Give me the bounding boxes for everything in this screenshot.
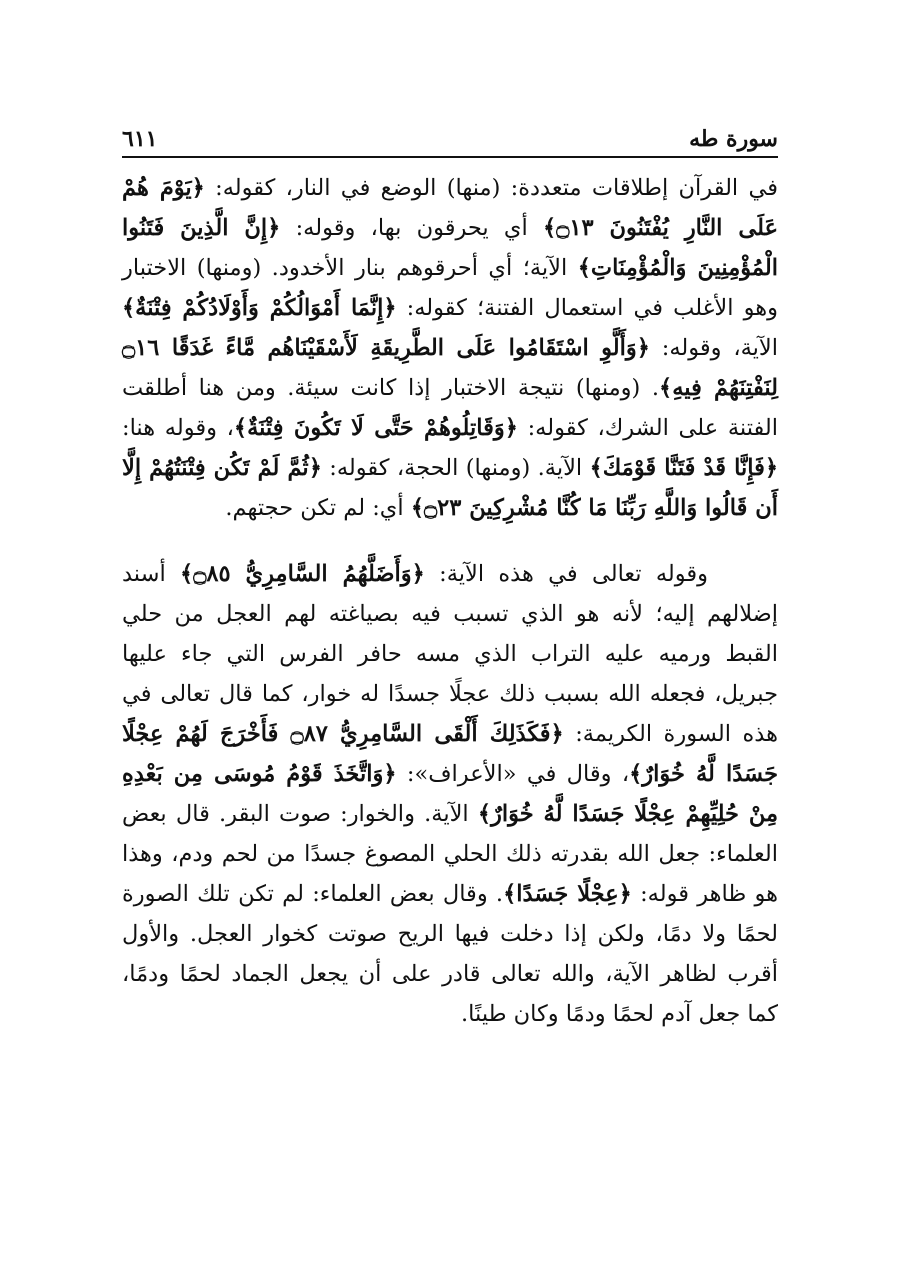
text-segment: الآية؛ أي أحرقوهم بنار الأخدود. (ومنها) الاختبار وهو الأغلب في استعمال الفتنة؛ كقوله: xyxy=(122,255,778,321)
text-segment: ، وقوله هنا: xyxy=(122,415,234,441)
quran-verse: ﴿عِجْلًا جَسَدًا﴾ xyxy=(503,881,632,907)
text-segment: في القرآن إطلاقات متعددة: (منها) الوضع في النار، كقوله: xyxy=(204,175,778,201)
text-segment: الآية. والخوار: صوت البقر. قال بعض العلماء: جعل الله بقدرته ذلك الحلي المصوغ جسدًا من لحم ودم، وهذا هو ظاهر قوله: xyxy=(122,801,779,907)
body-text xyxy=(122,168,778,1034)
text-segment: أسند إضلالهم إليه؛ لأنه هو الذي تسبب فيه بصياغته لهم العجل من حلي القبط ورميه عليه التراب الذي مسه حافر الفرس التي جاء عليها جبريل، فجعله الله بسبب ذلك عجلًا جسدًا له خوار، كما قال تعالى في هذه السورة الكريمة: xyxy=(122,561,778,747)
quran-verse: ﴿إِنَّ الَّذِينَ فَتَنُوا الْمُؤْمِنِينَ وَالْمُؤْمِنَاتِ﴾ xyxy=(122,215,778,281)
surah-title: سورة طه xyxy=(689,126,778,152)
text-segment: وقوله تعالى في هذه الآية: xyxy=(424,561,708,587)
quran-verse: ﴿إِنَّمَا أَمْوَالُكُمْ وَأَوْلَادُكُمْ فِتْنَةٌ﴾ xyxy=(122,295,397,321)
quran-verse: ﴿فَإِنَّا قَدْ فَتَنَّا قَوْمَكَ﴾ xyxy=(589,455,779,481)
text-segment: ، وقال في «الأعراف»: xyxy=(396,761,630,787)
quran-verse: ﴿وَاتَّخَذَ قَوْمُ مُوسَى مِن بَعْدِهِ مِنْ حُلِيِّهِمْ عِجْلًا جَسَدًا لَّهُ خُوَارٌ﴾ xyxy=(122,761,779,827)
text-segment: الآية. (ومنها) الحجة، كقوله: xyxy=(321,455,590,481)
quran-verse: ﴿وَقَاتِلُوهُمْ حَتَّى لَا تَكُونَ فِتْنَةٌ﴾ xyxy=(233,415,518,441)
page-header xyxy=(122,110,778,158)
quran-verse: ﴿يَوْمَ هُمْ عَلَى النَّارِ يُفْتَنُونَ ۝١٣﴾ xyxy=(122,175,778,241)
text-segment: . وقال بعض العلماء: لم تكن تلك الصورة لحمًا ولا دمًا، ولكن إذا دخلت فيها الريح صوتت كخوار العجل. والأول أقرب لظاهر الآية، والله تعالى قادر على أن يجعل الجماد لحمًا ودمًا، كما جعل آدم لحمًا ودمًا وكان طينًا. xyxy=(122,881,778,1027)
text-segment: أي: لم تكن حجتهم. xyxy=(225,495,411,521)
page-number: ٦١١ xyxy=(122,126,158,152)
quran-verse: ﴿وَأَضَلَّهُمُ السَّامِرِيُّ ۝٨٥﴾ xyxy=(180,561,425,587)
quran-verse: ﴿ثُمَّ لَمْ تَكُن فِتْنَتُهُمْ إِلَّا أَن قَالُوا وَاللَّهِ رَبِّنَا مَا كُنَّا مُشْرِكِينَ ۝٢٣﴾ xyxy=(122,455,778,521)
paragraph xyxy=(122,554,778,1034)
quran-verse: ﴿وَأَلَّوِ اسْتَقَامُوا عَلَى الطَّرِيقَةِ لَأَسْقَيْنَاهُم مَّاءً غَدَقًا ۝١٦ لِنَفْتِنَهُمْ فِيهِ﴾ xyxy=(122,335,779,401)
quran-verse: ﴿فَكَذَلِكَ أَلْقَى السَّامِرِيُّ ۝٨٧ فَأَخْرَجَ لَهُمْ عِجْلًا جَسَدًا لَّهُ خُوَارٌ﴾ xyxy=(122,721,778,787)
text-segment: . (ومنها) نتيجة الاختبار إذا كانت سيئة. ومن هنا أطلقت الفتنة على الشرك، كقوله: xyxy=(122,375,778,441)
text-segment: أي يحرقون بها، وقوله: xyxy=(280,215,544,241)
paragraph xyxy=(122,168,778,528)
text-segment: الآية، وقوله: xyxy=(649,335,779,361)
